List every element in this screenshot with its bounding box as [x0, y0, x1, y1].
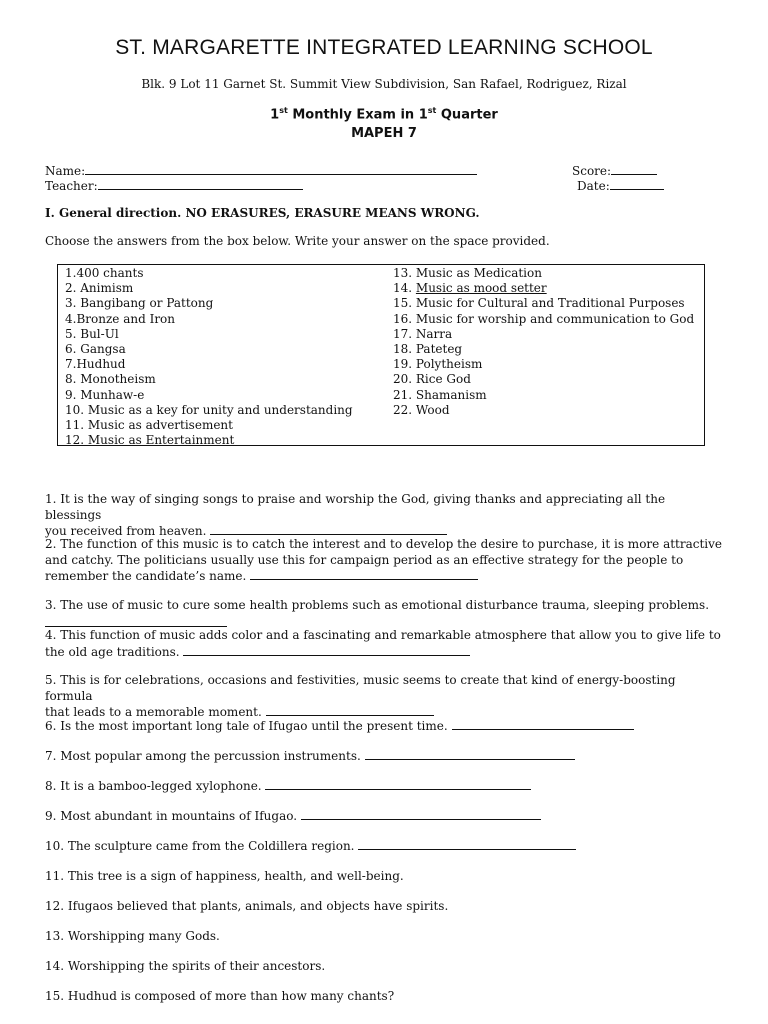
question-11	[45, 869, 725, 885]
answer-blank[interactable]	[250, 568, 478, 580]
answer-blank[interactable]	[210, 523, 447, 535]
answer-blank[interactable]	[301, 808, 541, 820]
question-12	[45, 899, 725, 915]
choice-14-num: 14.	[393, 281, 416, 296]
question-text: 13. Worshipping many Gods.	[45, 929, 220, 943]
choice-item: 13. Music as Medication	[393, 266, 542, 280]
general-direction: I. General direction. NO ERASURES, ERASURE MEANS WRONG.	[45, 206, 480, 220]
choice-item: 5. Bul-Ul	[65, 326, 119, 341]
exam-mid: Monthly Exam in 1	[287, 107, 428, 123]
choice-item: 3. Bangibang or Pattong	[65, 296, 214, 311]
teacher-blank[interactable]	[98, 177, 303, 190]
question-text: 2. The function of this music is to catch the interest and to develop the desire to purchase, it is more attractive	[45, 537, 723, 551]
choice-item: 2. Animism	[65, 281, 134, 296]
question-3	[45, 598, 725, 614]
question-text: 5. This is for celebrations, occasions and festivities, music seems to create that kind of energy-boosting formula	[45, 673, 676, 703]
question-text: 9. Most abundant in mountains of Ifugao.	[45, 809, 298, 823]
choice-item: 1.400 chants	[65, 266, 144, 280]
question-line	[45, 568, 725, 585]
question-text: 6. Is the most important long tale of Ifugao until the present time.	[45, 719, 448, 733]
name-field[interactable]	[45, 162, 477, 178]
choices-right-column	[393, 266, 694, 418]
teacher-field[interactable]	[45, 177, 303, 193]
date-blank[interactable]	[610, 177, 664, 190]
teacher-label: Teacher:	[45, 179, 98, 193]
question-4	[45, 628, 725, 660]
choice-item: 8. Monotheism	[65, 372, 156, 387]
answer-blank[interactable]	[365, 748, 575, 760]
question-8	[45, 778, 725, 795]
answer-blank[interactable]	[183, 644, 470, 656]
choice-item: 9. Munhaw-e	[65, 387, 145, 402]
choice-item: 6. Gangsa	[65, 342, 126, 357]
question-text: 8. It is a bamboo-legged xylophone.	[45, 779, 262, 793]
choice-item: 22. Wood	[393, 402, 450, 417]
choice-item: 4.Bronze and Iron	[65, 311, 176, 326]
exam-subject: MAPEH 7	[351, 126, 417, 141]
question-7	[45, 748, 725, 765]
choice-item: 21. Shamanism	[393, 387, 487, 402]
question-9	[45, 808, 725, 825]
choice-item: 11. Music as advertisement	[65, 418, 233, 433]
date-field[interactable]	[577, 177, 664, 193]
answer-blank[interactable]	[266, 704, 434, 716]
question-14	[45, 959, 725, 975]
choice-item: 7.Hudhud	[65, 357, 126, 372]
question-text: 15. Hudhud is composed of more than how many chants?	[45, 989, 395, 1003]
question-text: that leads to a memorable moment.	[45, 705, 262, 719]
name-label: Name:	[45, 164, 86, 178]
answer-blank[interactable]	[358, 838, 576, 850]
question-2	[45, 537, 725, 585]
choice-item: 10. Music as a key for unity and understanding	[65, 402, 353, 417]
question-text: 7. Most popular among the percussion instruments.	[45, 749, 361, 763]
name-blank[interactable]	[85, 162, 477, 175]
exam-end: Quarter	[436, 107, 498, 123]
question-10	[45, 838, 725, 855]
question-15	[45, 989, 725, 1005]
question-text: 14. Worshipping the spirits of their ancestors.	[45, 959, 326, 973]
question-5	[45, 673, 725, 721]
question-text: you received from heaven.	[45, 524, 207, 538]
question-text: 4. This function of music adds color and a fascinating and remarkable atmosphere that allow you to give life to	[45, 628, 721, 642]
date-label: Date:	[577, 179, 610, 193]
choice-item-14	[393, 281, 694, 296]
choices-left-column	[65, 266, 353, 448]
question-1	[45, 492, 725, 540]
question-text: and catchy. The politicians usually use this for campaign period as an effective strategy for the people to	[45, 552, 684, 567]
choice-item: 16. Music for worship and communication to God	[393, 311, 695, 326]
choice-item: 19. Polytheism	[393, 357, 483, 372]
instruction-text: Choose the answers from the box below. Write your answer on the space provided.	[45, 234, 550, 248]
score-label: Score:	[572, 164, 612, 178]
exam-sup-2: st	[427, 106, 437, 115]
choice-item: 12. Music as Entertainment	[65, 433, 235, 448]
question-text: 10. The sculpture came from the Coldillera region.	[45, 839, 355, 853]
exam-num: 1	[270, 107, 280, 123]
choice-item: 17. Narra	[393, 326, 453, 341]
question-text: 11. This tree is a sign of happiness, health, and well-being.	[45, 869, 404, 883]
answer-choices-box	[57, 264, 705, 446]
choice-item: 18. Pateteg	[393, 342, 463, 357]
exam-title	[0, 106, 768, 122]
question-line	[45, 644, 725, 661]
score-blank[interactable]	[611, 162, 657, 175]
question-6	[45, 718, 725, 735]
question-text: 1. It is the way of singing songs to praise and worship the God, giving thanks and appreciating all the blessings	[45, 492, 666, 522]
question-13	[45, 929, 725, 945]
school-address: Blk. 9 Lot 11 Garnet St. Summit View Subdivision, San Rafael, Rodriguez, Rizal	[141, 77, 627, 91]
question-text: remember the candidate’s name.	[45, 569, 247, 583]
answer-blank[interactable]	[265, 778, 531, 790]
school-name: ST. MARGARETTE INTEGRATED LEARNING SCHOOL	[115, 36, 653, 59]
question-text: 12. Ifugaos believed that plants, animals, and objects have spirits.	[45, 899, 449, 913]
question-text: 3. The use of music to cure some health problems such as emotional disturbance trauma, sleeping problems.	[45, 598, 710, 612]
choice-item: 15. Music for Cultural and Traditional Purposes	[393, 296, 685, 311]
exam-sup-1: st	[279, 106, 288, 115]
answer-blank[interactable]	[45, 626, 227, 627]
score-field[interactable]	[572, 162, 657, 178]
choice-14-text: Music as mood setter	[415, 281, 547, 296]
choice-item: 20. Rice God	[393, 372, 471, 387]
answer-blank[interactable]	[452, 718, 634, 730]
question-text: the old age traditions.	[45, 644, 180, 659]
